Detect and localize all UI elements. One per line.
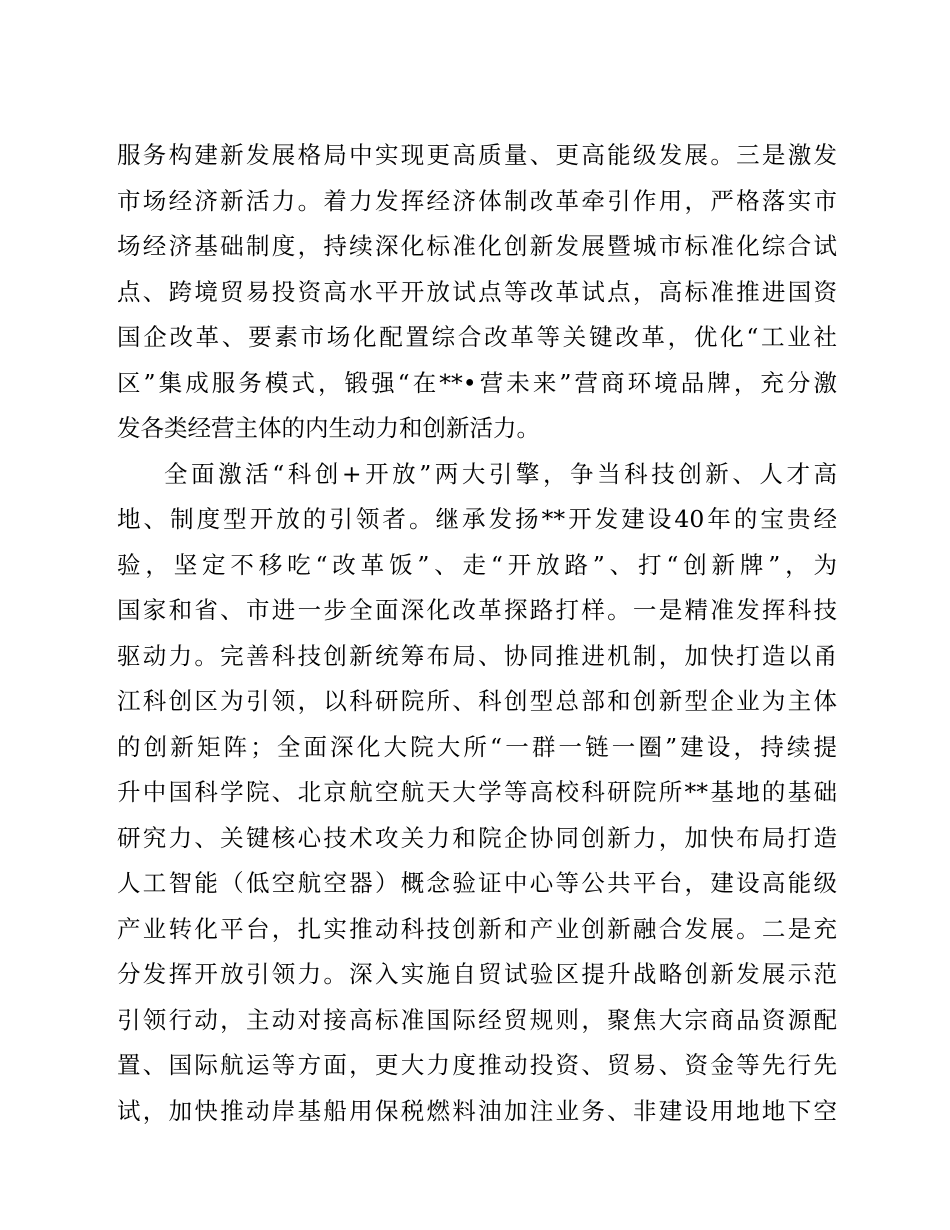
- text-line: 置、国际航运等方面，更大力度推动投资、贸易、资金等先行先: [117, 1051, 837, 1079]
- text-line: 验，坚定不移吃“改革饭”、走“开放路”、打“创新牌”，为: [117, 550, 837, 579]
- text-line: 全面激活“科创+开放”两大引擎，争当科技创新、人才高: [164, 459, 837, 488]
- text-line: 驱动力。完善科技创新统筹布局、协同推进机制，加快打造以甬: [117, 641, 837, 670]
- text-line: 升中国科学院、北京航空航天大学等高校科研院所**基地的基础: [117, 778, 837, 806]
- text-line: 国企改革、要素市场化配置综合改革等关键改革，优化“工业社: [117, 323, 837, 351]
- text-line: 点、跨境贸易投资高水平开放试点等改革试点，高标准推进国资: [117, 277, 837, 306]
- text-line: 分发挥开放引领力。深入实施自贸试验区提升战略创新发展示范: [117, 960, 837, 988]
- text-line: 发各类经营主体的内生动力和创新活力。: [117, 414, 540, 442]
- text-line: 服务构建新发展格局中实现更高质量、更高能级发展。三是激发: [117, 141, 837, 169]
- text-line: 地、制度型开放的引领者。继承发扬**开发建设40年的宝贵经: [117, 505, 837, 533]
- text-line: 人工智能（低空航空器）概念验证中心等公共平台，建设高能级: [117, 869, 837, 897]
- body-text: [117, 133, 837, 1134]
- paragraph-1: [117, 133, 837, 452]
- paragraph-2: [117, 452, 837, 1135]
- text-line: 场经济基础制度，持续深化标准化创新发展暨城市标准化综合试: [117, 232, 837, 260]
- text-line: 市场经济新活力。着力发挥经济体制改革牵引作用，严格落实市: [117, 186, 837, 215]
- text-line: 区”集成服务模式，锻强“在**•营未来”营商环境品牌，充分激: [117, 368, 837, 397]
- text-line: 研究力、关键核心技术攻关力和院企协同创新力，加快布局打造: [117, 823, 837, 852]
- text-line: 产业转化平台，扎实推动科技创新和产业创新融合发展。二是充: [117, 914, 837, 943]
- text-line: 国家和省、市进一步全面深化改革探路打样。一是精准发挥科技: [117, 596, 837, 624]
- text-line: 试，加快推动岸基船用保税燃料油加注业务、非建设用地地下空: [117, 1096, 837, 1125]
- text-line: 的创新矩阵；全面深化大院大所“一群一链一圈”建设，持续提: [117, 732, 837, 761]
- text-line: 引领行动，主动对接高标准国际经贸规则，聚焦大宗商品资源配: [117, 1005, 837, 1034]
- text-line: 江科创区为引领，以科研院所、科创型总部和创新型企业为主体: [117, 687, 837, 715]
